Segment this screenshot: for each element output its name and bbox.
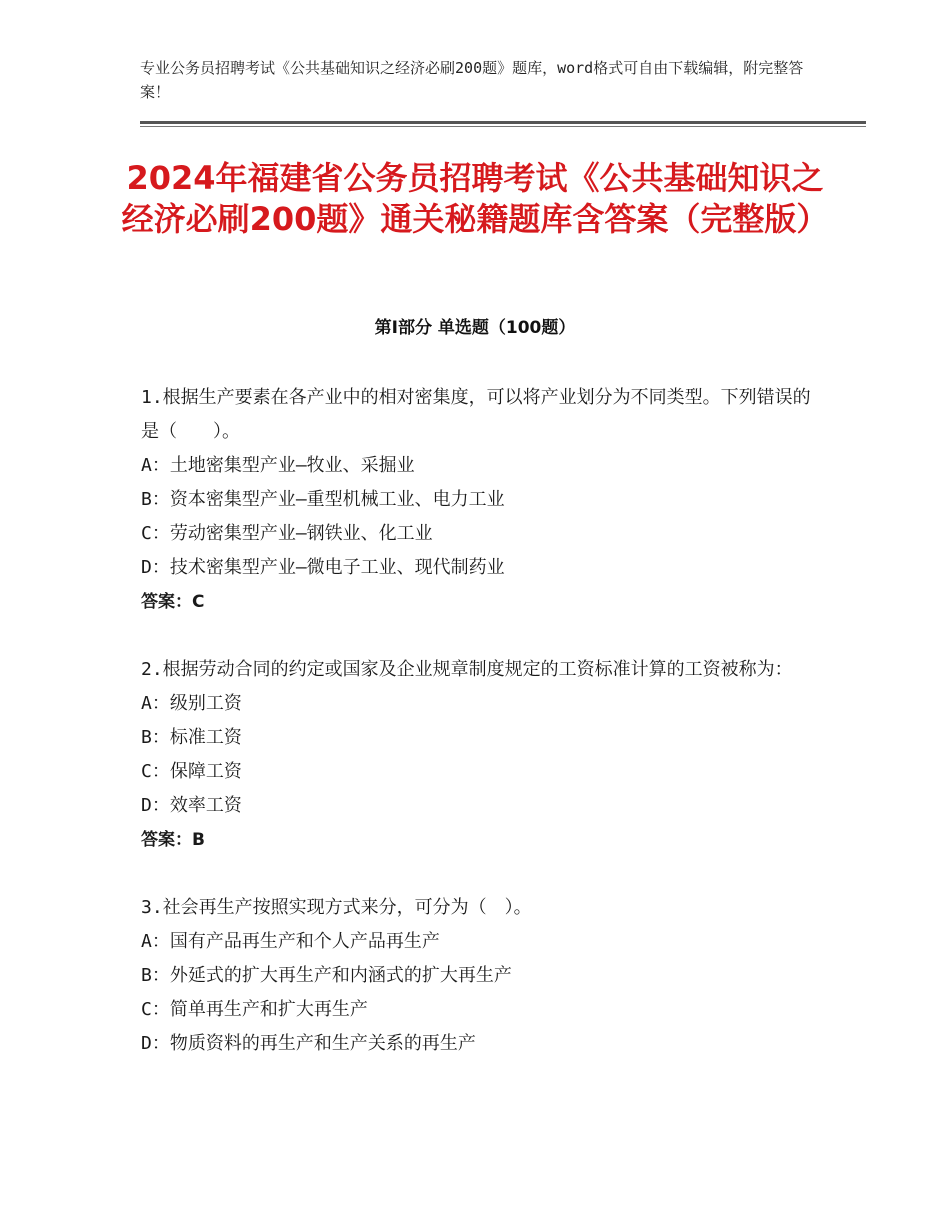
question-stem: 2.根据劳动合同的约定或国家及企业规章制度规定的工资标准计算的工资被称为：	[141, 659, 793, 680]
question-item	[141, 653, 821, 857]
question-stem: 3.社会再生产按照实现方式来分，可分为（ ）。	[141, 897, 532, 918]
option-d: D：技术密集型产业—微电子工业、现代制药业	[141, 557, 505, 578]
question-stem: 1.根据生产要素在各产业中的相对密集度，可以将产业划分为不同类型。下列错误的是（ ）。	[141, 387, 811, 442]
option-c: C：劳动密集型产业—钢铁业、化工业	[141, 523, 433, 544]
option-c: C：保障工资	[141, 761, 242, 782]
option-c: C：简单再生产和扩大再生产	[141, 999, 368, 1020]
answer-line: 答案：B	[141, 830, 205, 850]
header-divider-thick	[140, 121, 866, 124]
option-a: A：土地密集型产业—牧业、采掘业	[141, 455, 415, 476]
answer-line: 答案：C	[141, 592, 205, 612]
question-item	[141, 891, 821, 1061]
option-b: B：标准工资	[141, 727, 242, 748]
question-list	[141, 381, 821, 1095]
header-note: 专业公务员招聘考试《公共基础知识之经济必刷200题》题库，word格式可自由下载编辑，附完整答案！	[140, 59, 804, 101]
option-d: D：物质资料的再生产和生产关系的再生产	[141, 1033, 476, 1054]
option-b: B：资本密集型产业—重型机械工业、电力工业	[141, 489, 505, 510]
option-d: D：效率工资	[141, 795, 242, 816]
option-a: A：国有产品再生产和个人产品再生产	[141, 931, 440, 952]
header-divider-thin	[140, 126, 866, 127]
document-title: 2024年福建省公务员招聘考试《公共基础知识之经济必刷200题》通关秘籍题库含答案（完整版）	[121, 159, 829, 238]
option-b: B：外延式的扩大再生产和内涵式的扩大再生产	[141, 965, 512, 986]
question-item	[141, 381, 821, 619]
option-a: A：级别工资	[141, 693, 242, 714]
section-heading: 第Ⅰ部分 单选题（100题）	[374, 318, 576, 338]
